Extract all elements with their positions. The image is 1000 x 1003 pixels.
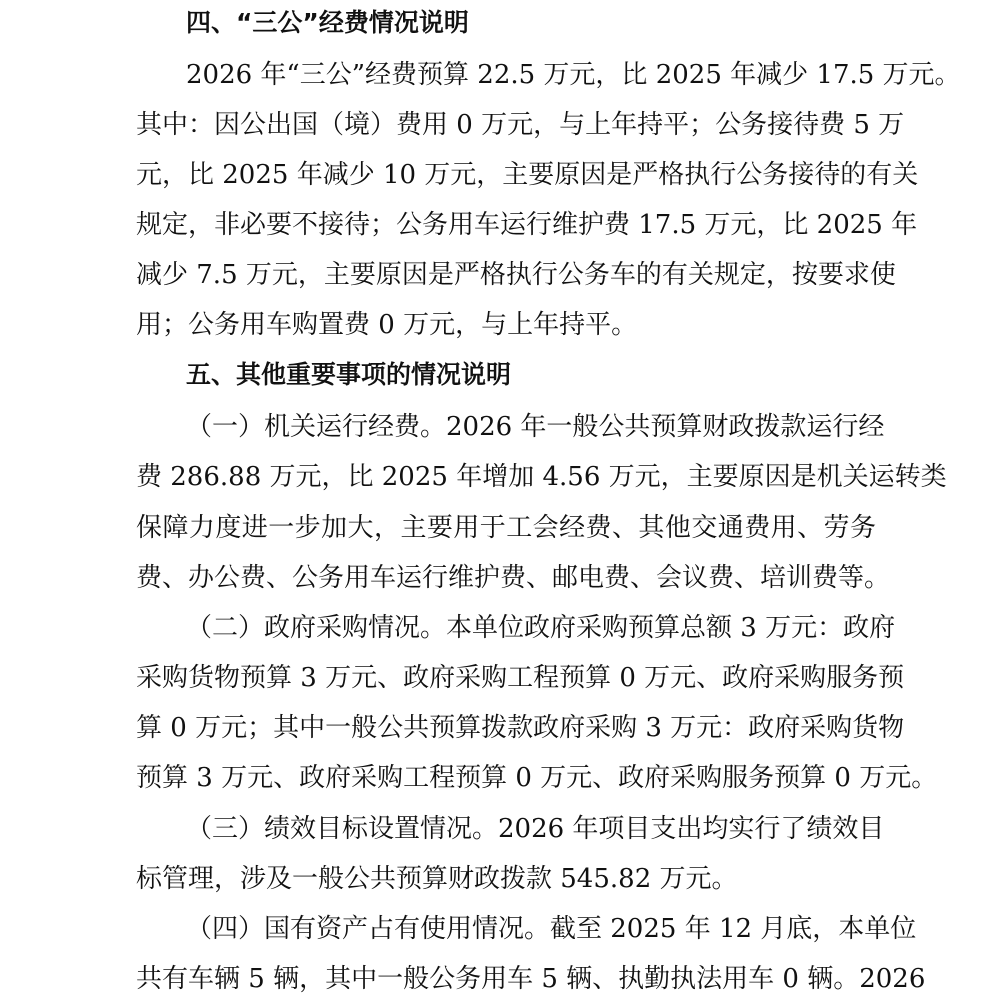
paragraph-line: 算 0 万元；其中一般公共预算拨款政府采购 3 万元：政府采购货物 — [136, 713, 905, 743]
paragraph-line: （二）政府采购情况。本单位政府采购预算总额 3 万元：政府 — [186, 613, 896, 643]
paragraph-line: 采购货物预算 3 万元、政府采购工程预算 0 万元、政府采购服务预 — [136, 663, 905, 693]
paragraph-line: （一）机关运行经费。2026 年一般公共预算财政拨款运行经 — [186, 412, 885, 442]
paragraph-line: 费 286.88 万元，比 2025 年增加 4.56 万元，主要原因是机关运转类 — [136, 462, 947, 492]
paragraph-line: 规定，非必要不接待；公务用车运行维护费 17.5 万元，比 2025 年 — [136, 210, 918, 240]
paragraph-line: 其中：因公出国（境）费用 0 万元，与上年持平；公务接待费 5 万 — [136, 110, 905, 140]
paragraph-line: 元，比 2025 年减少 10 万元，主要原因是严格执行公务接待的有关 — [136, 160, 919, 190]
paragraph-line: 预算 3 万元、政府采购工程预算 0 万元、政府采购服务预算 0 万元。 — [136, 763, 938, 793]
paragraph-line: （四）国有资产占有使用情况。截至 2025 年 12 月底，本单位 — [186, 914, 917, 944]
paragraph-line: 2026 年“三公”经费预算 22.5 万元，比 2025 年减少 17.5 万元。 — [186, 60, 961, 90]
section-heading-other-matters: 五、其他重要事项的情况说明 — [186, 360, 512, 389]
paragraph-line: 减少 7.5 万元，主要原因是严格执行公务车的有关规定，按要求使 — [136, 260, 896, 290]
paragraph-line: 用；公务用车购置费 0 万元，与上年持平。 — [136, 310, 638, 340]
paragraph-line: （三）绩效目标设置情况。2026 年项目支出均实行了绩效目 — [186, 814, 885, 844]
section-heading-three-public: 四、“三公”经费情况说明 — [186, 8, 469, 37]
paragraph-line: 费、办公费、公务用车运行维护费、邮电费、会议费、培训费等。 — [136, 563, 891, 593]
paragraph-line: 保障力度进一步加大，主要用于工会经费、其他交通费用、劳务 — [136, 513, 876, 543]
paragraph-line: 标管理，涉及一般公共预算财政拨款 545.82 万元。 — [136, 864, 738, 894]
paragraph-line: 共有车辆 5 辆，其中一般公务用车 5 辆、执勤执法用车 0 辆。2026 — [136, 964, 926, 994]
